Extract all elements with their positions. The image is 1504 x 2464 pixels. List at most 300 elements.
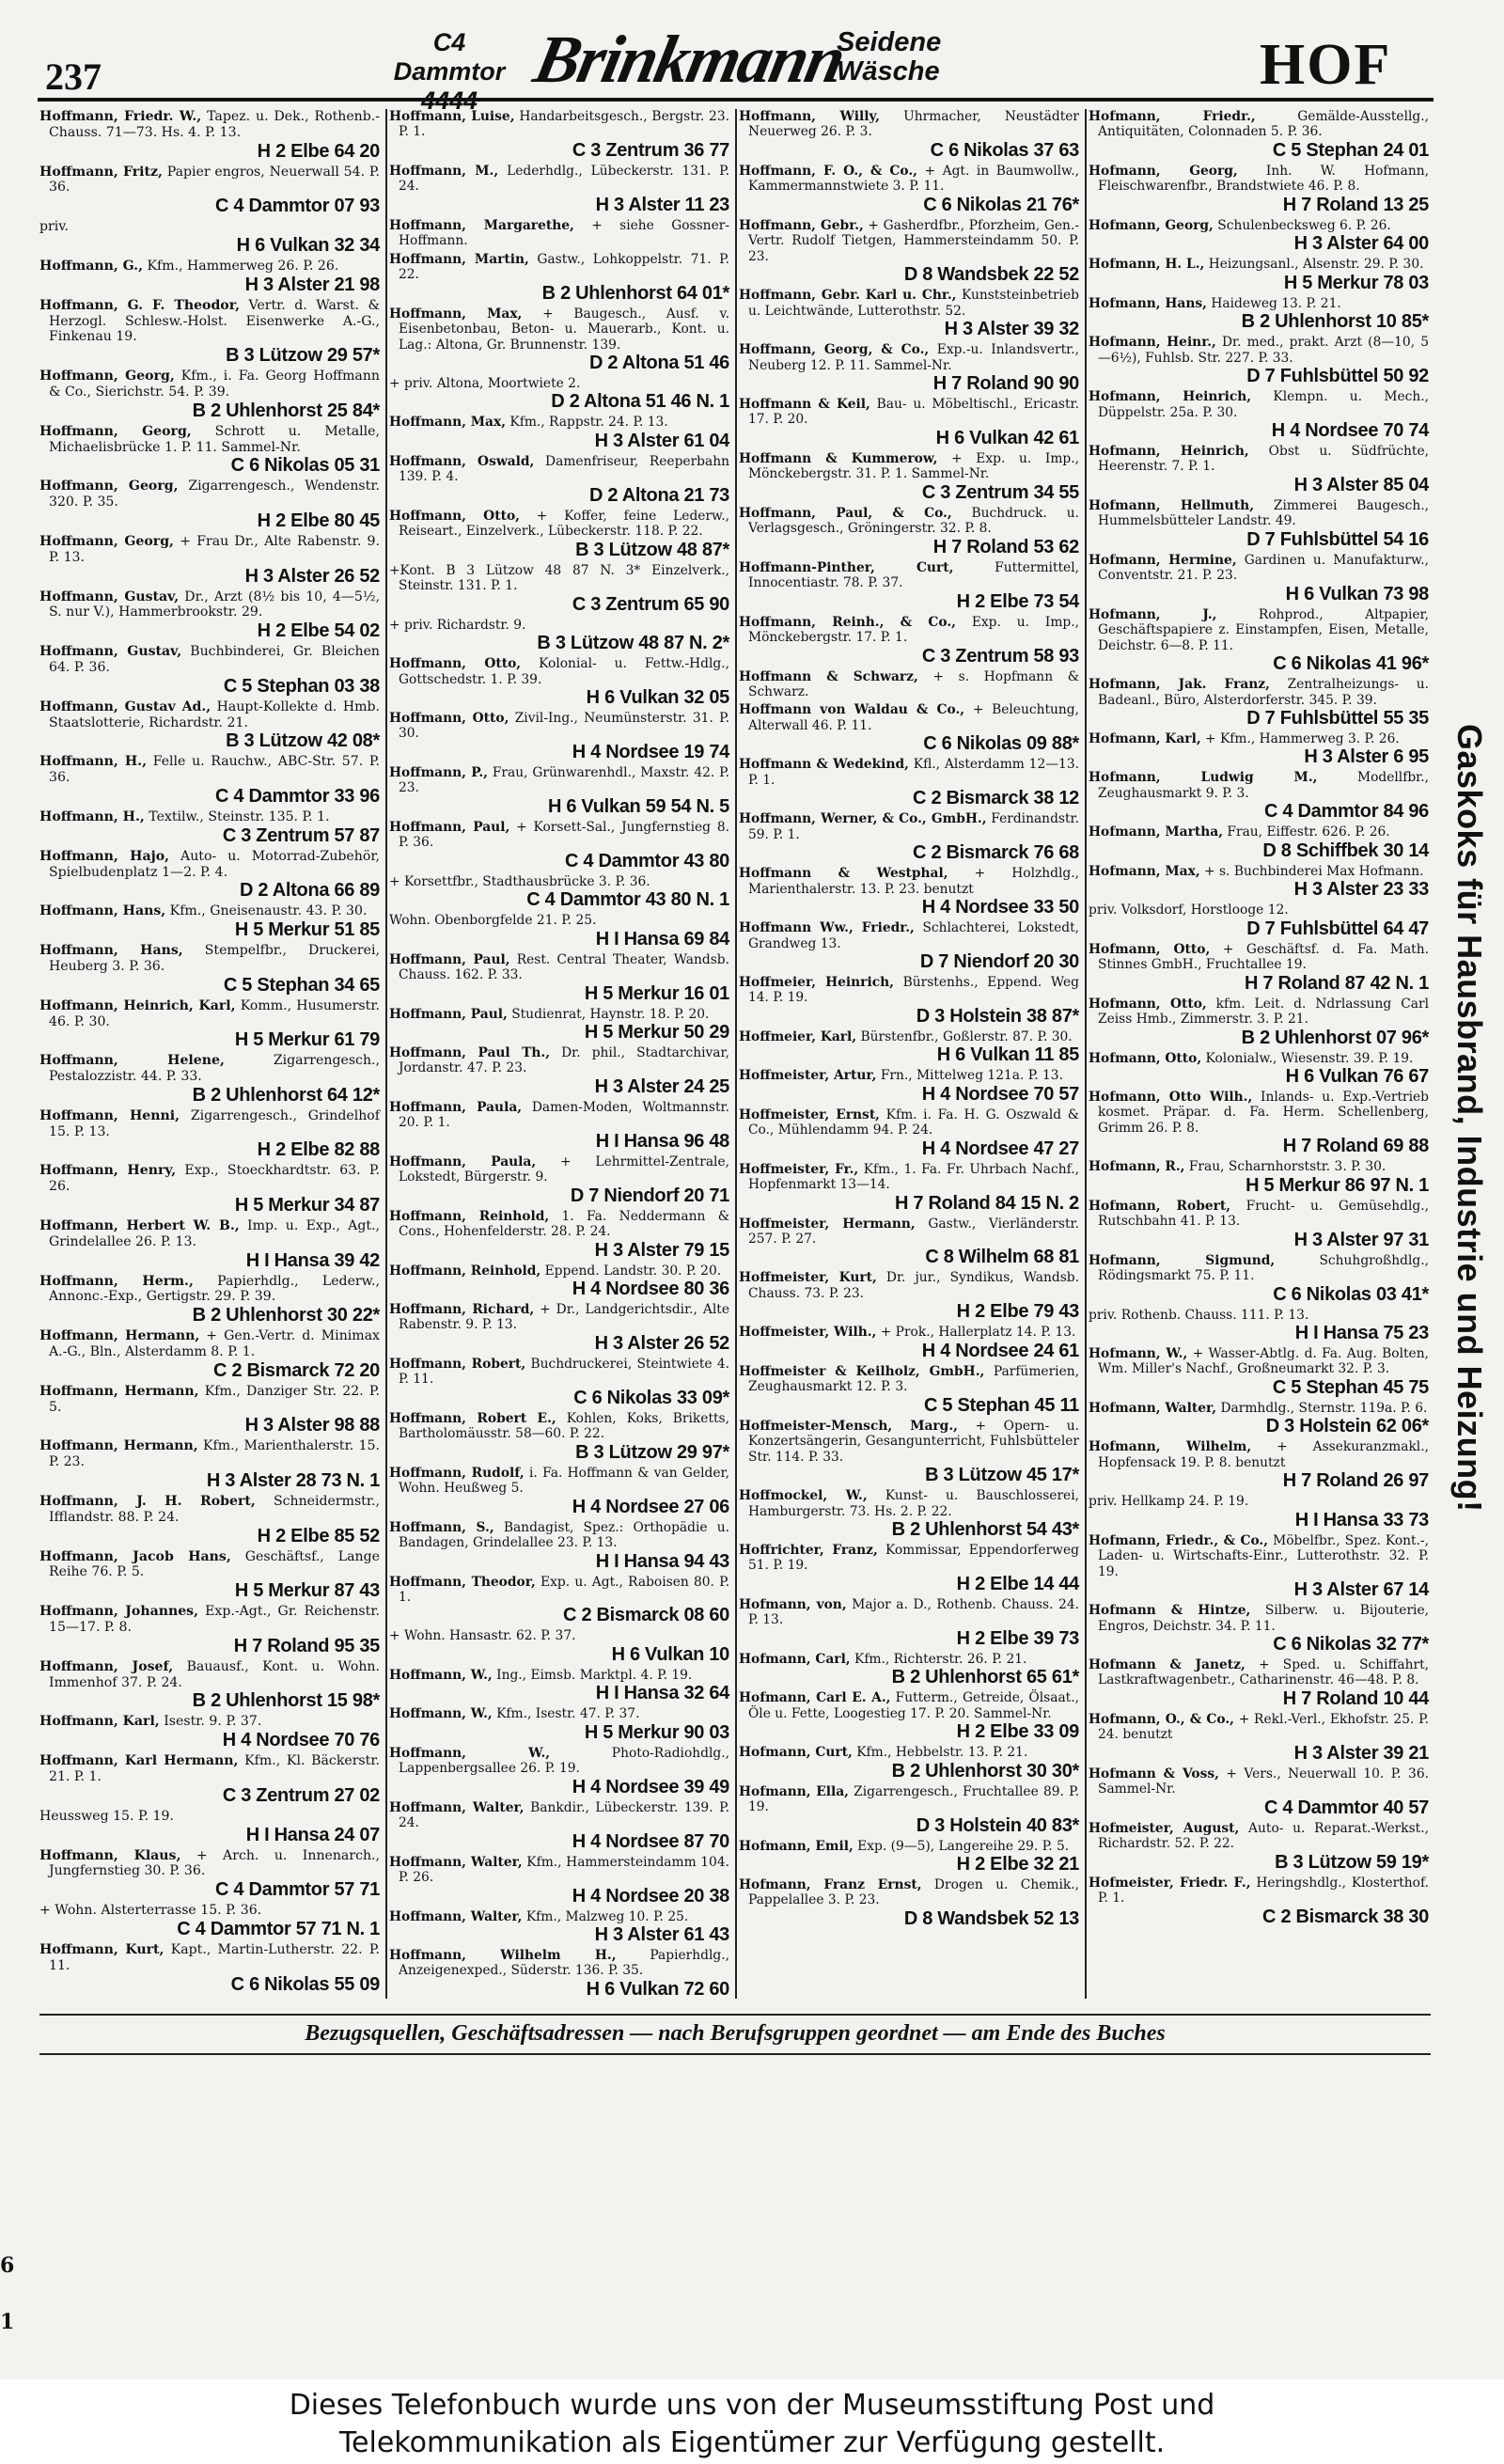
listing-entry (389, 1948, 729, 2000)
listing-entry (1089, 1603, 1429, 1655)
listing-name: Hoffmann & Schwarz, (739, 668, 918, 684)
listing-details: + Frau Dr., Alte Rabenstr. 9. P. 13. (49, 533, 380, 565)
footer-advertisement: Bezugsquellen, Geschäftsadressen — nach Berufsgruppen geordnet — am Ende des Buches (305, 2021, 1166, 2046)
listing-name: Hoffmann, Hermann, (39, 1328, 200, 1344)
listing-entry (739, 1270, 1079, 1322)
listing-phone-number: H 4 Nordsee 47 27 (921, 1138, 1079, 1159)
listing-phone-number: H 6 Vulkan 73 98 (1285, 583, 1429, 604)
listing-phone-number: B 3 Lützow 29 97* (575, 1441, 729, 1463)
listing-details: + Kfm., Hammerweg 3. P. 26. (1205, 730, 1400, 746)
listing-details: Rest. Central Theater, Wandsb. Chauss. 162. P. 33. (399, 951, 729, 983)
listing-details: Klempn. u. Mech., Düppelstr. 25a. P. 30. (1098, 389, 1430, 420)
listing-name: Hoffmann, Georg, (39, 479, 179, 494)
listing-details: Dr. phil., Stadtarchivar, Jordanstr. 47. P. 23. (399, 1044, 729, 1076)
listing-phone-number: H I Hansa 32 64 (595, 1683, 729, 1704)
caption-line-2: Telekommunikation als Eigentümer zur Verfügung gestellt. (338, 2426, 1166, 2459)
listing-details: Ing., Eimsb. Marktpl. 4. P. 19. (496, 1667, 693, 1683)
listing-phone-number: H 7 Roland 26 97 (1282, 1470, 1429, 1492)
listing-entry (739, 1325, 1079, 1360)
listing-name: Hofmann, H. L., (1089, 257, 1205, 273)
listing-details: Frucht- u. Gemüsehdlg., Rutschbahn 41. P. 13. (1098, 1198, 1429, 1230)
listing-name: Hoffmann, Reinhold, (389, 1263, 541, 1279)
listing-name: Hoffmeier, Heinrich, (739, 974, 894, 990)
listing-details: Kolonialw., Wiesenstr. 39. P. 19. (1205, 1050, 1414, 1066)
listing-name: Hofmann, Otto, (1089, 996, 1207, 1012)
listing-details: + Prok., Hallerplatz 14. P. 13. (880, 1325, 1076, 1341)
listing-name: Hoffmann, W., (389, 1706, 493, 1722)
listing-name: Hoffmann, Oswald, (389, 453, 535, 469)
listing-details: Futtermittel, Innocentiastr. 78. P. 37. (748, 559, 1080, 591)
listing-name: Hofmann, Max, (1089, 863, 1200, 879)
listing-entry (39, 1438, 380, 1491)
listing-entry (1089, 677, 1429, 729)
listing-name: Hoffmann, Walter, (389, 1799, 525, 1815)
listing-name: Hoffmann von Waldau & Co., (739, 702, 965, 718)
listing-details: + Lehrmittel-Zentrale, Lokstedt, Bürgerstr. 9. (399, 1154, 730, 1185)
listing-details: Kfm. i. Fa. H. G. Oszwald & Co., Mühlendamm 94. P. 24. (748, 1106, 1080, 1138)
listing-details: Bauausf., Kont. u. Wohn. Immenhof 37. P. 24. (49, 1658, 380, 1690)
listing-details: Geschäftsf., Lange Reihe 76. P. 5. (49, 1548, 380, 1580)
listing-phone-number: H 5 Merkur 87 43 (234, 1580, 380, 1602)
listing-details: Buchbinderei, Gr. Bleichen 64. P. 36. (49, 644, 380, 675)
listing-details: Kfm., Hammerweg 26. P. 26. (147, 258, 339, 274)
header-ad-tagline (837, 28, 941, 86)
listing-name: Hoffmann, H., (39, 754, 147, 770)
listing-phone-number: H 6 Vulkan 32 05 (586, 686, 729, 708)
listing-phone-number: H 4 Nordsee 70 74 (1271, 419, 1429, 441)
listing-entry (739, 1652, 1079, 1687)
listing-phone-number: C 6 Nikolas 33 09* (573, 1387, 729, 1408)
listing-entry (39, 219, 380, 256)
listing-name: Hoffmann, Max, (389, 415, 507, 431)
listing-details: Darmhdlg., Sternstr. 119a. P. 6. (1220, 1400, 1428, 1416)
listing-details: Ferdinandstr. 59. P. 1. (748, 811, 1079, 842)
listing-phone-number: H 5 Merkur 34 87 (234, 1195, 380, 1216)
listing-phone-number: H 2 Elbe 54 02 (257, 620, 380, 642)
listing-entry (389, 509, 729, 560)
header-ad-phone (374, 28, 525, 116)
listing-entry (389, 164, 729, 215)
listing-entry (389, 618, 729, 653)
listing-name: Hoffmeister, Wilh., (739, 1325, 877, 1341)
listing-details: Bürstenfbr., Goßlerstr. 87. P. 30. (860, 1028, 1073, 1044)
listing-details: + Assekuranzmakl., Hopfensack 19. P. 8. benutzt (1098, 1439, 1429, 1470)
listing-name: Hoffmeister, Hermann, (739, 1216, 916, 1232)
listing-details: Kfm., Richterstr. 26. P. 21. (854, 1651, 1027, 1667)
listing-details: Obst u. Südfrüchte, Heerenstr. 7. P. 1. (1098, 443, 1430, 475)
listing-entry (739, 109, 1079, 161)
listing-entry (389, 952, 729, 1004)
listing-entry (39, 1549, 380, 1602)
listing-phone-number: B 3 Lützow 42 08* (226, 730, 380, 752)
listing-phone-number: H I Hansa 96 48 (595, 1130, 729, 1152)
listing-entry (39, 165, 380, 217)
listing-phone-number: B 2 Uhlenhorst 64 01* (541, 282, 729, 304)
listing-phone-number: C 4 Dammtor 33 96 (215, 785, 380, 807)
listing-name: Hofmann, J., (1089, 606, 1217, 622)
listing-entry (389, 1575, 729, 1626)
listing-details: Exp.-u. Inlandsvertr., Neuberg 12. P. 11. Sammel-Nr. (748, 342, 1079, 373)
listing-details: Haupt-Kollekte d. Hmb. Staatslotterie, Richardstr. 21. (49, 698, 380, 730)
listing-name: Hoffmann, Robert, (389, 1356, 526, 1372)
listing-name: Hoffmann, Hajo, (39, 848, 170, 864)
listing-entry (739, 1877, 1079, 1929)
listing-phone-number: C 2 Bismarck 38 30 (1262, 1906, 1429, 1927)
listing-phone-number: H 3 Alster 21 98 (244, 274, 380, 295)
listing-details: Möbelfbr., Spez. Kont.-, Laden- u. Wirtschafts-Einr., Lutterothstr. 32. P. 19. (1098, 1532, 1430, 1579)
listing-phone-number: C 6 Nikolas 55 09 (230, 1973, 380, 1995)
listing-entry (389, 1007, 729, 1043)
listing-entry (389, 1628, 729, 1664)
listing-entry (39, 809, 380, 846)
header-ad-phone-line1: C4 Dammtor (393, 28, 506, 86)
listing-phone-number: D 2 Altona 21 73 (589, 484, 729, 506)
listing-details: Drogen u. Chemik., Pappelallee 3. P. 23. (748, 1877, 1080, 1908)
listing-details: Stempelfbr., Druckerei, Heuberg 3. P. 36. (49, 943, 381, 974)
listing-entry (389, 1209, 729, 1261)
listing-entry (1089, 607, 1429, 674)
listing-name: Hoffmann, Karl, (39, 1714, 160, 1730)
listing-phone-number: B 2 Uhlenhorst 10 85* (1241, 311, 1429, 333)
listing-name: Hoffmann, Hans, (39, 903, 166, 919)
listing-phone-number: H 3 Alster 39 32 (944, 319, 1079, 340)
listing-details: Kfm., Rappstr. 24. P. 13. (509, 415, 668, 431)
listing-name: Hoffmann, Johannes, (39, 1604, 199, 1620)
listing-entry (739, 397, 1079, 448)
listing-entry (1089, 864, 1429, 900)
listing-phone-number: C 4 Dammtor 43 80 (565, 850, 729, 871)
listing-entry (389, 913, 729, 949)
header-ad-brand-logo: Brinkmann (527, 22, 851, 97)
page-header (0, 0, 1504, 102)
listing-entry (39, 1108, 380, 1161)
listing-entry (39, 1494, 380, 1546)
listing-phone-number: B 3 Lützow 29 57* (226, 345, 380, 367)
listing-details: Kfm., Malzweg 10. P. 25. (525, 1908, 689, 1924)
listing-details: + Agt. in Baumwollw., Kammermannstwiete 3. P. 11. (748, 163, 1079, 195)
margin-marks (0, 2237, 19, 2350)
listing-phone-number: H 6 Vulkan 32 34 (236, 234, 380, 256)
listing-entry (1089, 1308, 1429, 1343)
listing-details: Inlands- u. Exp.-Vertrieb kosmet. Präpar. d. Fa. Herm. Schellenberg, Grimm 26. P. 8. (1098, 1089, 1430, 1136)
listing-details: Heizungsanl., Alsenstr. 29. P. 30. (1208, 257, 1424, 273)
listing-name: Hofmann, Franz Ernst, (739, 1877, 922, 1892)
side-advertisement: Gaskoks für Hausbrand, Industrie und Heizung! (1450, 724, 1489, 1513)
listing-name: Hoffmeier, Karl, (739, 1028, 857, 1044)
listing-entry (1089, 1494, 1429, 1530)
listing-phone-number: H 3 Alster 11 23 (595, 194, 729, 215)
listing-phone-number: H I Hansa 33 73 (1294, 1509, 1429, 1530)
listing-entry (39, 754, 380, 807)
listing-phone-number: D 7 Fuhlsbüttel 64 47 (1246, 918, 1429, 939)
listing-phone-number: H 2 Elbe 85 52 (257, 1525, 380, 1546)
listing-name: Hoffmann, Gustav, (39, 589, 180, 604)
listing-phone-number: H I Hansa 39 42 (245, 1249, 380, 1271)
listing-phone-number: H 4 Nordsee 19 74 (572, 741, 729, 762)
listing-name: Hoffmann, Georg, (39, 423, 192, 439)
listing-name: Hoffmann, Hans, (39, 943, 183, 959)
listing-phone-number: H 4 Nordsee 70 57 (921, 1083, 1079, 1105)
listing-entry (389, 1411, 729, 1463)
listing-name: Hofmann & Janetz, (1089, 1657, 1246, 1673)
listing-details: + Korsett-Sal., Jungfernstieg 8. P. 36. (399, 819, 730, 851)
listing-phone-number: B 2 Uhlenhorst 07 96* (1241, 1027, 1429, 1048)
listing-entry (389, 874, 729, 910)
listing-details: + Dr., Landgerichtsdir., Alte Rabenstr. 9. P. 13. (399, 1302, 729, 1333)
listing-phone-number: H 2 Elbe 64 20 (257, 140, 380, 162)
listing-phone-number: H I Hansa 24 07 (245, 1824, 380, 1845)
listing-entry (1089, 1439, 1429, 1491)
listing-details: + Wohn. Alsterterrasse 15. P. 36. (39, 1903, 262, 1919)
listing-name: Hoffmann, Paul, (389, 819, 510, 835)
listing-entry (1089, 770, 1429, 822)
listing-name: Hofmann, Martha, (1089, 824, 1224, 840)
listing-details: Zigarrengesch., Grindelhof 15. P. 13. (49, 1107, 380, 1139)
listing-details: Zivil-Ing., Neumünsterstr. 31. P. 30. (399, 710, 729, 742)
listing-details: Kohlen, Koks, Briketts, Bartholomäusstr. 58—60. P. 22. (399, 1410, 729, 1442)
listing-name: Hoffmann, Paul, (389, 951, 510, 967)
listing-details: Zentralheizungs- u. Badeanl., Büro, Alsterdorferstr. 345. P. 39. (1098, 677, 1429, 708)
listing-entry (389, 306, 729, 373)
listing-phone-number: H 5 Merkur 86 97 N. 1 (1246, 1174, 1429, 1196)
listing-details: Gardinen u. Manufakturw., Conventstr. 21. P. 23. (1098, 552, 1429, 584)
listing-phone-number: D 2 Altona 51 46 N. 1 (551, 391, 729, 413)
listing-entry (389, 454, 729, 506)
listing-details: Studienrat, Haynstr. 18. P. 20. (511, 1006, 710, 1022)
listing-name: Hofmann, Hellmuth, (1089, 497, 1255, 513)
header-ad-tagline-line2: Wäsche (837, 56, 940, 86)
listing-details: Bankdir., Lübeckerstr. 139. P. 24. (399, 1799, 729, 1831)
listing-entry (1089, 997, 1429, 1048)
listing-details: Exp. (9—5), Langereihe 29. P. 5. (857, 1838, 1070, 1854)
listing-name: Hoffmann, Paul, & Co., (739, 505, 952, 521)
listing-phone-number: H 6 Vulkan 59 54 N. 5 (547, 795, 729, 817)
listing-entry (739, 451, 1079, 503)
listing-entry (739, 811, 1079, 863)
listing-phone-number: D 2 Altona 51 46 (589, 352, 729, 373)
listing-entry (389, 415, 729, 450)
listing-entry (1089, 1712, 1429, 1764)
listing-details: + Wohn. Hansastr. 62. P. 37. (389, 1628, 576, 1644)
listing-phone-number: C 4 Dammtor 57 71 (215, 1879, 380, 1901)
listing-column-1 (39, 109, 380, 1998)
listing-phone-number: D 2 Altona 66 89 (240, 880, 380, 902)
listing-entry (1089, 731, 1429, 767)
listing-name: Hoffmann-Pinther, Curt, (739, 559, 954, 575)
listing-name: Hoffrichter, Franz, (739, 1543, 878, 1559)
listing-entry (739, 1839, 1079, 1875)
listing-details: +Kont. B 3 Lützow 48 87 N. 3* Einzelverk., Steinstr. 131. P. 1. (389, 562, 729, 594)
listing-details: + siehe Gossner-Hoffmann. (399, 217, 729, 249)
listing-name: Hoffmann, Josef, (39, 1658, 174, 1674)
header-ad-tagline-line1: Seidene (837, 27, 942, 57)
listing-entry (1089, 164, 1429, 215)
listing-entry (739, 866, 1079, 918)
listing-name: Hoffmann, Gustav Ad., (39, 698, 212, 714)
listing-phone-number: H 4 Nordsee 87 70 (572, 1830, 729, 1852)
listing-phone-number: C 6 Nikolas 03 41* (1273, 1283, 1429, 1305)
listing-name: Hofmann, Otto, (1089, 1050, 1202, 1066)
listing-name: Hoffmann, M., (389, 163, 499, 179)
listing-name: Hoffmann, P., (389, 764, 488, 780)
listing-phone-number: H 3 Alster 24 25 (594, 1075, 729, 1097)
listing-entry (389, 1263, 729, 1299)
listing-name: Hofmeister, August, (1089, 1820, 1240, 1836)
listing-name: Hoffmann, Klaus, (39, 1847, 181, 1863)
listing-phone-number: D 7 Fuhlsbüttel 55 35 (1246, 707, 1429, 729)
listing-details: + Rekl.-Verl., Ekhofstr. 25. P. 24. benutzt (1098, 1711, 1430, 1743)
listing-name: Hoffmann & Westphal, (739, 866, 948, 882)
listing-name: Hoffmann, Max, (389, 306, 523, 322)
listing-details: Felle u. Rauchw., ABC-Str. 57. P. 36. (49, 754, 380, 786)
listing-name: Hoffmockel, W., (739, 1488, 868, 1504)
listing-details: + Gasherdfbr., Pforzheim, Gen.-Vertr. Rudolf Tietgen, Hammersteindamm 50. P. 23. (748, 217, 1079, 264)
listing-entry (1089, 1875, 1429, 1927)
listing-name: Hoffmann, Walter, (389, 1908, 523, 1924)
listing-entry (39, 1659, 380, 1712)
listing-entry (39, 1714, 380, 1750)
listing-details: Papierhdlg., Lederw., Annonc.-Exp., Gertigstr. 29. P. 39. (49, 1273, 381, 1305)
listing-name: Hoffmann, Georg, & Co., (739, 342, 930, 358)
listing-name: Hofmann, Friedr., (1089, 109, 1256, 124)
listing-details: Dr. jur., Syndikus, Wandsb. Chauss. 73. P. 23. (748, 1270, 1079, 1301)
listing-name: Hoffmann, Margarethe, (389, 217, 574, 233)
listing-name: Hoffmann, Walter, (389, 1854, 523, 1870)
listing-phone-number: H 6 Vulkan 10 (611, 1643, 729, 1665)
listing-details: Papier engros, Neuerwall 54. P. 36. (49, 164, 380, 196)
listing-phone-number: C 6 Nikolas 41 96* (1273, 653, 1429, 675)
listing-phone-number: C 4 Dammtor 84 96 (1264, 801, 1429, 823)
listing-details: Damenfriseur, Reeperbahn 139. P. 4. (399, 453, 729, 485)
listing-name: Hoffmann, Friedr. W., (39, 109, 202, 124)
section-heading: HOF (1260, 33, 1392, 97)
listing-details: Bürstenhs., Eppend. Weg 14. P. 19. (748, 974, 1079, 1006)
listing-name: Hoffmann, G. F. Theodor, (39, 297, 241, 313)
listing-entry (739, 1597, 1079, 1649)
listing-name: Hoffmann, Wilhelm H., (389, 1948, 617, 1963)
listing-details: Exp. u. Imp., Mönckebergstr. 17. P. 1. (748, 614, 1079, 646)
listing-name: Hoffmann, Luise, (389, 109, 515, 124)
listing-entry (39, 589, 380, 642)
listing-phone-number: C 5 Stephan 34 65 (223, 974, 380, 996)
listing-details: Bandagist, Spez.: Orthopädie u. Bandagen, Grindelallee 23. P. 13. (399, 1519, 729, 1551)
listing-entry (739, 1162, 1079, 1214)
listing-phone-number: C 4 Dammtor 57 71 N. 1 (177, 1919, 380, 1939)
listing-entry (1089, 444, 1429, 495)
listing-entry (739, 1068, 1079, 1104)
listing-entry (39, 259, 380, 295)
listing-details: Bau- u. Möbeltischl., Ericastr. 17. P. 20. (748, 396, 1080, 428)
listing-details: Frau, Grünwarenhdl., Maxstr. 42. P. 23. (399, 764, 730, 796)
listing-entry (39, 479, 380, 531)
listing-phone-number: H 3 Alster 79 15 (594, 1239, 729, 1261)
listing-details: Kunststeinbetrieb u. Leichtwände, Lutterothstr. 52. (748, 288, 1079, 319)
listing-entry (1089, 553, 1429, 604)
listing-entry (389, 656, 729, 708)
listing-name: Hoffmann Ww., Friedr., (739, 920, 915, 936)
listing-phone-number: H 2 Elbe 33 09 (956, 1721, 1079, 1743)
listing-name: Hoffmann, Fritz, (39, 164, 163, 180)
listing-details: + priv. Altona, Moortwiete 2. (389, 375, 581, 391)
listing-entry (739, 920, 1079, 972)
listing-phone-number: C 2 Bismarck 08 60 (563, 1605, 729, 1626)
listing-name: Hoffmann, W., (389, 1667, 493, 1683)
listing-phone-number: H 7 Roland 69 88 (1282, 1136, 1429, 1157)
listing-name: Hoffmann & Kummerow, (739, 450, 938, 466)
listing-details: Handarbeitsgesch., Bergstr. 23. P. 1. (399, 109, 729, 140)
listing-entry (1089, 942, 1429, 994)
listing-entry (739, 506, 1079, 557)
listing-details: + Beleuchtung, Alterwall 46. P. 11. (748, 702, 1080, 733)
listing-phone-number: D 3 Holstein 38 87* (916, 1005, 1079, 1027)
listing-phone-number: B 3 Lützow 59 19* (1275, 1851, 1429, 1873)
listing-name: Hoffmann, Martin, (389, 251, 529, 267)
listing-details: Heussweg 15. P. 19. (39, 1808, 174, 1824)
listing-name: Hoffmann, Otto, (389, 656, 522, 672)
listing-details: Dr. med., prakt. Arzt (8—10, 5—6½), Fuhlsb. Str. 227. P. 33. (1098, 335, 1429, 366)
listing-phone-number: C 4 Dammtor 40 57 (1264, 1797, 1429, 1818)
listing-details: Kfl., Alsterdamm 12—13. P. 1. (748, 757, 1079, 788)
listing-entry (389, 1706, 729, 1742)
listing-name: Hofmann, Walter, (1089, 1400, 1217, 1416)
listing-name: Hoffmeister, Fr., (739, 1161, 859, 1177)
listing-details: + Arch. u. Innenarch., Jungfernstieg 30. P. 36. (49, 1847, 381, 1879)
listing-details: + Opern- u. Konzertsängerin, Gesangunterricht, Fuhlsbütteler Str. 114. P. 33. (748, 1418, 1079, 1465)
listing-details: Gastw., Lohkoppelstr. 71. P. 22. (399, 251, 730, 283)
listing-name: Hofmann, Otto, (1089, 941, 1211, 957)
listing-phone-number: B 3 Lützow 48 87* (575, 539, 729, 560)
listing-name: Hoffmann & Keil, (739, 396, 870, 412)
listing-details: + Vers., Neuerwall 10. P. 36. Sammel-Nr. (1098, 1766, 1429, 1797)
listing-phone-number: H 5 Merkur 50 29 (584, 1021, 729, 1043)
listing-column-2 (389, 109, 729, 2002)
listing-phone-number: B 2 Uhlenhorst 30 30* (891, 1760, 1079, 1781)
listing-entry (39, 424, 380, 477)
listing-name: Hoffmann, Paula, (389, 1099, 523, 1115)
listing-name: Hoffmeister, Ernst, (739, 1106, 880, 1122)
listing-details: priv. Hellkamp 24. P. 19. (1089, 1494, 1249, 1510)
listing-details: Imp. u. Exp., Agt., Grindelallee 26. P. 13. (49, 1218, 380, 1249)
listing-entry (1089, 389, 1429, 441)
listing-details: Kfm., Danziger Str. 22. P. 5. (49, 1383, 380, 1415)
listing-phone-number: B 2 Uhlenhorst 65 61* (891, 1667, 1079, 1688)
listing-phone-number: D 8 Wandsbek 22 52 (903, 264, 1079, 286)
listing-name: Hoffmann, Gustav, (39, 644, 182, 660)
listing-name: Hoffmann, Theodor, (389, 1574, 536, 1590)
listing-details: Auto- u. Motorrad-Zubehör, Spielbudenplatz 1—2. P. 4. (49, 848, 380, 880)
listing-phone-number: C 2 Bismarck 38 12 (913, 788, 1079, 809)
listing-entry (39, 298, 380, 366)
listing-details: Damen-Moden, Woltmannstr. 20. P. 1. (399, 1099, 729, 1131)
listing-phone-number: H 2 Elbe 39 73 (956, 1627, 1079, 1649)
listing-entry (739, 1216, 1079, 1268)
source-caption (0, 2379, 1504, 2464)
listing-name: Hofmann, von, (739, 1596, 847, 1612)
listing-phone-number: B 2 Uhlenhorst 54 43* (891, 1519, 1079, 1541)
margin-mark: 1 (0, 2310, 15, 2334)
listing-details: Kfm., i. Fa. Georg Hoffmann & Co., Sierichstr. 54. P. 39. (49, 369, 380, 400)
listing-name: Hoffmann & Wedekind, (739, 757, 909, 773)
page-number: 237 (45, 55, 102, 98)
listing-details: Auto- u. Reparat.-Werkst., Richardstr. 52. P. 22. (1098, 1820, 1429, 1852)
listing-name: Hoffmann, Hermann, (39, 1438, 198, 1454)
listing-details: Kapt., Martin-Lutherstr. 22. P. 11. (49, 1942, 380, 1973)
listing-phone-number: H 3 Alster 26 52 (244, 565, 380, 587)
listing-phone-number: H I Hansa 69 84 (595, 928, 729, 950)
listing-name: Hoffmann, Rudolf, (389, 1465, 525, 1481)
listing-phone-number: H 5 Merkur 51 85 (234, 919, 380, 941)
listing-entry (1089, 902, 1429, 938)
